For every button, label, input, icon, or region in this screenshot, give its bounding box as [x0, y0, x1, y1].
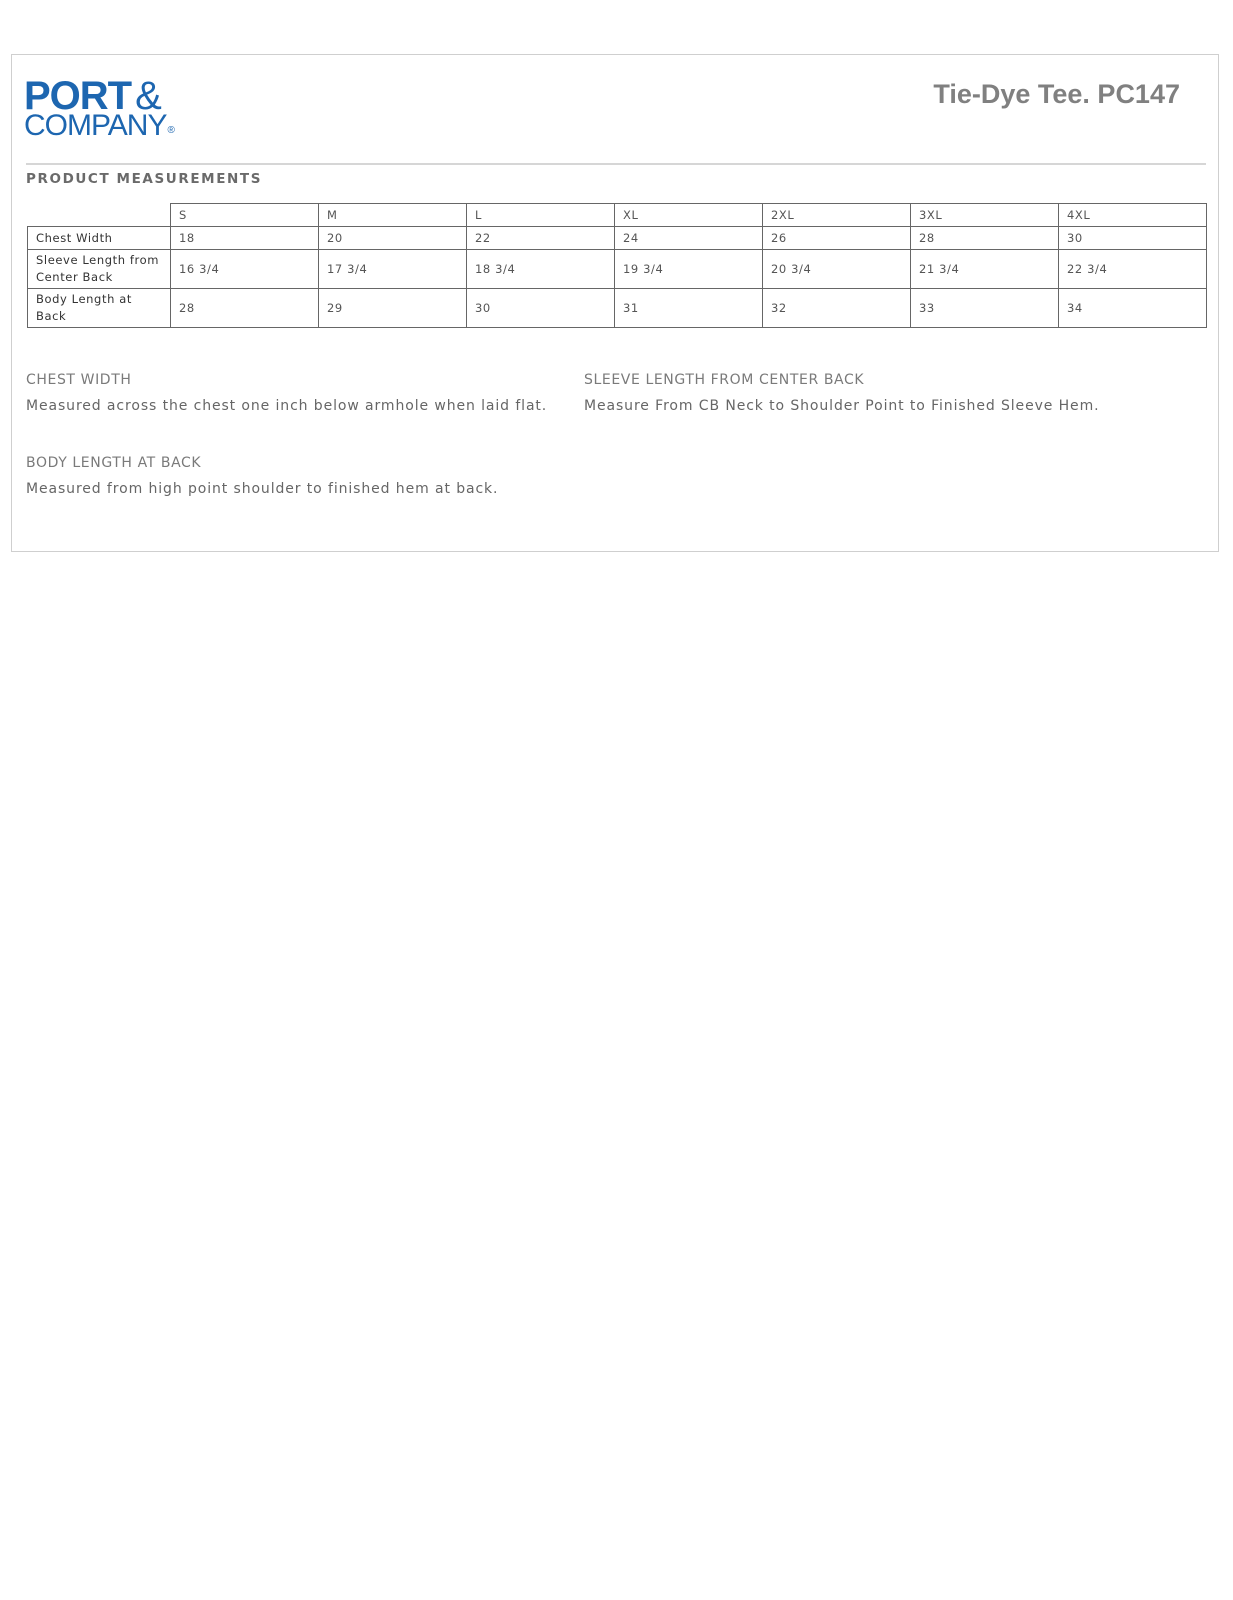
table-cell: 20 3/4 — [763, 250, 911, 289]
product-title: Tie-Dye Tee. PC147 — [933, 79, 1180, 109]
table-corner-cell — [28, 204, 171, 227]
table-cell: 28 — [911, 227, 1059, 250]
registered-mark: ® — [167, 125, 174, 136]
table-cell: 30 — [1059, 227, 1207, 250]
table-cell: 26 — [763, 227, 911, 250]
logo-ampersand: & — [135, 74, 161, 118]
table-row-body-length — [28, 289, 1207, 328]
port-company-logo — [24, 76, 224, 146]
table-cell: 22 — [467, 227, 615, 250]
definition-heading: CHEST WIDTH — [26, 372, 132, 388]
table-cell: 19 3/4 — [615, 250, 763, 289]
table-cell: 22 3/4 — [1059, 250, 1207, 289]
table-cell: 31 — [615, 289, 763, 328]
header-divider — [26, 163, 1206, 165]
table-cell: 30 — [467, 289, 615, 328]
sleeve-length-definition — [584, 372, 1099, 414]
table-header-row — [28, 204, 1207, 227]
body-length-definition — [26, 455, 498, 497]
table-cell: 17 3/4 — [319, 250, 467, 289]
row-label: Chest Width — [28, 227, 171, 250]
table-cell: 28 — [171, 289, 319, 328]
definition-text: Measure From CB Neck to Shoulder Point to Finished Sleeve Hem. — [584, 398, 1100, 414]
row-label: Body Length at Back — [28, 289, 171, 328]
definition-text: Measured from high point shoulder to finished hem at back. — [26, 481, 499, 497]
size-header: XL — [615, 204, 763, 227]
definition-heading: SLEEVE LENGTH FROM CENTER BACK — [584, 372, 865, 388]
table-cell: 18 3/4 — [467, 250, 615, 289]
section-heading: PRODUCT MEASUREMENTS — [26, 171, 263, 187]
size-header: S — [171, 204, 319, 227]
size-header: M — [319, 204, 467, 227]
table-row-sleeve-length — [28, 250, 1207, 289]
size-header: 2XL — [763, 204, 911, 227]
spec-sheet — [11, 54, 1219, 552]
logo-word-port: PORT — [24, 74, 132, 118]
logo-word-company: COMPANY — [24, 109, 167, 142]
size-header: L — [467, 204, 615, 227]
size-header: 3XL — [911, 204, 1059, 227]
size-header: 4XL — [1059, 204, 1207, 227]
table-cell: 29 — [319, 289, 467, 328]
table-cell: 24 — [615, 227, 763, 250]
row-label: Sleeve Length from Center Back — [28, 250, 171, 289]
table-cell: 32 — [763, 289, 911, 328]
table-cell: 16 3/4 — [171, 250, 319, 289]
table-cell: 34 — [1059, 289, 1207, 328]
table-cell: 20 — [319, 227, 467, 250]
table-cell: 33 — [911, 289, 1059, 328]
definition-text: Measured across the chest one inch below armhole when laid flat. — [26, 398, 548, 414]
measurements-table — [27, 203, 1207, 328]
definition-heading: BODY LENGTH AT BACK — [26, 455, 202, 471]
table-cell: 21 3/4 — [911, 250, 1059, 289]
chest-width-definition — [26, 372, 547, 414]
table-cell: 18 — [171, 227, 319, 250]
table-row-chest-width — [28, 227, 1207, 250]
